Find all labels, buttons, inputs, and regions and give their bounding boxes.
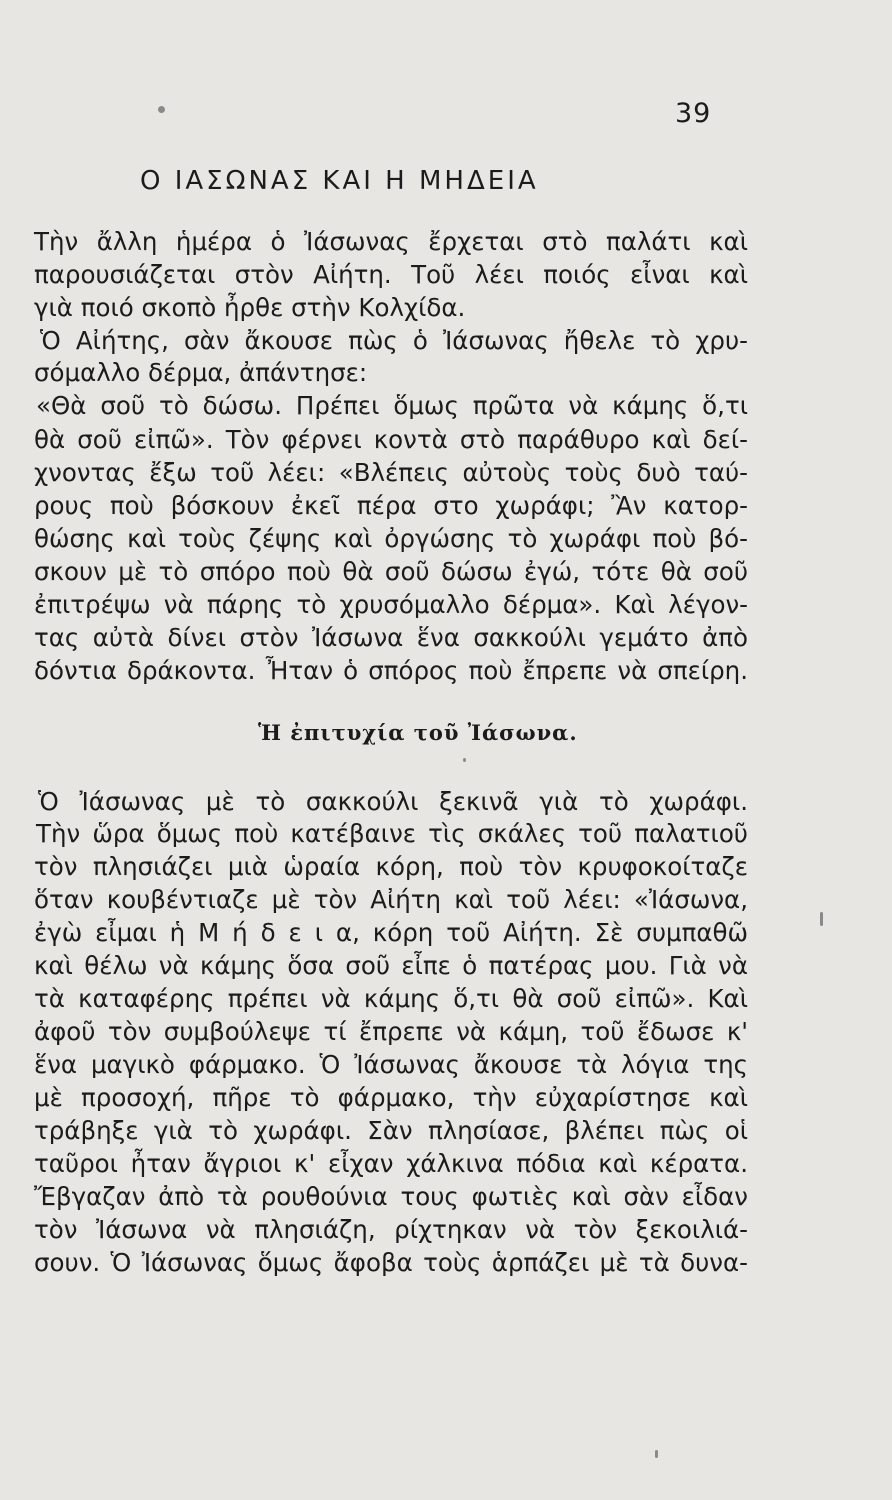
text-line: σόμαλλο δέρμα, ἀπάντησε: [34, 358, 368, 387]
text-line: ἐπιτρέψω νὰ πάρης τὸ χρυσόμαλλο δέρμα». Καὶ λέγον- [34, 590, 748, 619]
text-line: ὅταν κουβέντιαζε μὲ τὸν Αἰήτη καὶ τοῦ λέει: «Ἰάσωνα, [34, 885, 748, 914]
text-line: Τὴν ὥρα ὅμως ποὺ κατέβαινε τὶς σκάλες τοῦ παλατιοῦ [36, 819, 748, 848]
text-line: «Θὰ σοῦ τὸ δώσω. Πρέπει ὅμως πρῶτα νὰ κάμης ὅ,τι [36, 391, 748, 420]
chapter-title: Ο ΙΑΣΩΝΑΣ ΚΑΙ Η ΜΗΔΕΙΑ [140, 166, 539, 196]
section-subheading: Ἡ ἐπιτυχία τοῦ Ἰάσωνα. [258, 720, 578, 745]
text-line: θώσης καὶ τοὺς ζέψης καὶ ὀργώσης τὸ χωράφι ποὺ βό- [34, 524, 748, 553]
text-line: γιὰ ποιό σκοπὸ ἦρθε στὴν Κολχίδα. [34, 293, 466, 322]
text-line: Ὁ Αἰήτης, σὰν ἄκουσε πὼς ὁ Ἰάσωνας ἤθελε τὸ χρυ- [40, 326, 748, 355]
text-line: χνοντας ἔξω τοῦ λέει: «Βλέπεις αὐτοὺς τοὺς δυὸ ταύ- [34, 458, 748, 487]
text-line: ταῦροι ἦταν ἄγριοι κ' εἶχαν χάλκινα πόδια καὶ κέρατα. [34, 1149, 748, 1178]
text-line: ἕνα μαγικὸ φάρμακο. Ὁ Ἰάσωνας ἄκουσε τὰ λόγια της [34, 1050, 748, 1079]
text-line: δόντια δράκοντα. Ἦταν ὁ σπόρος ποὺ ἔπρεπε νὰ σπείρη. [34, 656, 748, 685]
page-number: 39 [675, 98, 712, 129]
text-line: Τὴν ἄλλη ἡμέρα ὁ Ἰάσωνας ἔρχεται στὸ παλάτι καὶ [34, 227, 748, 256]
text-line: τὸν Ἰάσωνα νὰ πλησιάζη, ρίχτηκαν νὰ τὸν ξεκοιλιά- [34, 1215, 748, 1244]
text-line: ἀφοῦ τὸν συμβούλεψε τί ἔπρεπε νὰ κάμη, τοῦ ἔδωσε κ' [34, 1017, 748, 1046]
text-line: σκουν μὲ τὸ σπόρο ποὺ θὰ σοῦ δώσω ἐγώ, τότε θὰ σοῦ [34, 557, 748, 586]
text-line: Ἔβγαζαν ἀπὸ τὰ ρουθούνια τους φωτιὲς καὶ σὰν εἶδαν [34, 1182, 748, 1211]
text-line: τράβηξε γιὰ τὸ χωράφι. Σὰν πλησίασε, βλέπει πὼς οἱ [34, 1116, 748, 1145]
text-line: ρους ποὺ βόσκουν ἐκεῖ πέρα στο χωράφι; Ἂν κατορ- [34, 491, 748, 520]
text-line: τὸν πλησιάζει μιὰ ὡραία κόρη, ποὺ τὸν κρυφοκοίταζε [34, 852, 748, 881]
text-line: Ὁ Ἰάσωνας μὲ τὸ σακκούλι ξεκινᾶ γιὰ τὸ χωράφι. [38, 787, 748, 816]
print-speck [655, 1450, 658, 1458]
text-line: ἐγὼ εἶμαι ἡ Μ ή δ ε ι α, κόρη τοῦ Αἰήτη. Σὲ συμπαθῶ [34, 918, 748, 947]
text-line: σουν. Ὁ Ἰάσωνας ὅμως ἄφοβα τοὺς ἁρπάζει μὲ τὰ δυνα- [34, 1248, 748, 1277]
text-line: καὶ θέλω νὰ κάμης ὅσα σοῦ εἶπε ὁ πατέρας μου. Γιὰ νὰ [34, 951, 748, 980]
print-speck [463, 758, 466, 762]
text-line: τὰ καταφέρης πρέπει νὰ κάμης ὅ,τι θὰ σοῦ εἰπῶ». Καὶ [34, 984, 748, 1013]
text-line: τας αὐτὰ δίνει στὸν Ἰάσωνα ἕνα σακκούλι γεμάτο ἀπὸ [34, 623, 748, 652]
print-speck [820, 912, 823, 926]
text-line: μὲ προσοχή, πῆρε τὸ φάρμακο, τὴν εὐχαρίστησε καὶ [34, 1083, 748, 1112]
text-line: παρουσιάζεται στὸν Αἰήτη. Τοῦ λέει ποιός εἶναι καὶ [34, 260, 748, 289]
text-line: θὰ σοῦ εἰπῶ». Τὸν φέρνει κοντὰ στὸ παράθυρο καὶ δεί- [34, 425, 748, 454]
print-speck [158, 106, 165, 113]
